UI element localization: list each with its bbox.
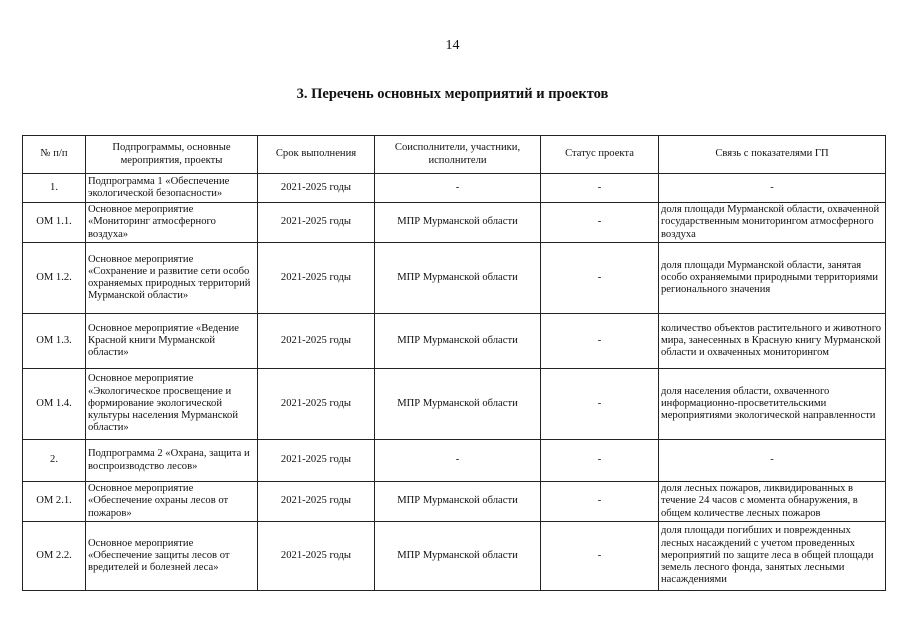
row-indicator-link: доля населения области, охваченного информационно-просветительскими мероприятиями экологической направленности	[659, 369, 886, 440]
row-term: 2021-2025 годы	[258, 174, 375, 203]
row-number: ОМ 1.2.	[23, 243, 86, 314]
header-term: Срок выполнения	[258, 136, 375, 174]
row-term: 2021-2025 годы	[258, 482, 375, 522]
table-row	[23, 314, 886, 369]
row-number: ОМ 1.3.	[23, 314, 86, 369]
row-executors: МПР Мурманской области	[375, 369, 541, 440]
row-number: 2.	[23, 440, 86, 482]
row-indicator-link: количество объектов растительного и животного мира, занесенных в Красную книгу Мурманской области и охваченных мониторингом	[659, 314, 886, 369]
table-header-row	[23, 136, 886, 174]
row-number: ОМ 1.4.	[23, 369, 86, 440]
row-term: 2021-2025 годы	[258, 314, 375, 369]
header-status: Статус проекта	[541, 136, 659, 174]
header-indicators: Связь с показателями ГП	[659, 136, 886, 174]
table-row	[23, 522, 886, 591]
row-executors: -	[375, 174, 541, 203]
header-number: № п/п	[23, 136, 86, 174]
page-title: 3. Перечень основных мероприятий и проектов	[296, 86, 609, 102]
page-number: 14	[445, 38, 460, 53]
table-row	[23, 174, 886, 203]
row-term: 2021-2025 годы	[258, 440, 375, 482]
row-executors: МПР Мурманской области	[375, 203, 541, 243]
row-name: Основное мероприятие «Экологическое просвещение и формирование экологической культуры населения Мурманской области»	[86, 369, 258, 440]
row-number: ОМ 2.2.	[23, 522, 86, 591]
row-name: Основное мероприятие «Обеспечение защиты лесов от вредителей и болезней леса»	[86, 522, 258, 591]
row-term: 2021-2025 годы	[258, 243, 375, 314]
row-executors: МПР Мурманской области	[375, 314, 541, 369]
row-status: -	[541, 243, 659, 314]
table-row	[23, 243, 886, 314]
header-executors: Соисполнители, участники, исполнители	[375, 136, 541, 174]
row-number: 1.	[23, 174, 86, 203]
row-indicator-link: доля площади Мурманской области, занятая особо охраняемыми природными территориями регионального значения	[659, 243, 886, 314]
row-status: -	[541, 440, 659, 482]
row-indicator-link: доля площади погибших и поврежденных лесных насаждений с учетом проведенных мероприятий по защите леса в общей площади земель лесного фонда, занятых лесными насаждениями	[659, 522, 886, 591]
row-name: Подпрограмма 2 «Охрана, защита и воспроизводство лесов»	[86, 440, 258, 482]
measures-table	[22, 135, 886, 591]
row-status: -	[541, 369, 659, 440]
row-name: Основное мероприятие «Сохранение и развитие сети особо охраняемых природных территорий Мурманской области»	[86, 243, 258, 314]
row-status: -	[541, 522, 659, 591]
row-indicator-link: -	[659, 174, 886, 203]
header-programs: Подпрограммы, основные мероприятия, проекты	[86, 136, 258, 174]
row-indicator-link: доля площади Мурманской области, охваченной государственным мониторингом атмосферного воздуха	[659, 203, 886, 243]
row-executors: МПР Мурманской области	[375, 482, 541, 522]
row-status: -	[541, 482, 659, 522]
row-status: -	[541, 203, 659, 243]
table-row	[23, 369, 886, 440]
row-term: 2021-2025 годы	[258, 203, 375, 243]
row-indicator-link: -	[659, 440, 886, 482]
row-name: Основное мероприятие «Мониторинг атмосферного воздуха»	[86, 203, 258, 243]
table-row	[23, 440, 886, 482]
row-executors: МПР Мурманской области	[375, 243, 541, 314]
row-status: -	[541, 314, 659, 369]
row-executors: МПР Мурманской области	[375, 522, 541, 591]
row-number: ОМ 1.1.	[23, 203, 86, 243]
row-indicator-link: доля лесных пожаров, ликвидированных в течение 24 часов с момента обнаружения, в общем количестве лесных пожаров	[659, 482, 886, 522]
table-row	[23, 482, 886, 522]
row-term: 2021-2025 годы	[258, 369, 375, 440]
row-name: Подпрограмма 1 «Обеспечение экологической безопасности»	[86, 174, 258, 203]
table-row	[23, 203, 886, 243]
row-name: Основное мероприятие «Ведение Красной книги Мурманской области»	[86, 314, 258, 369]
row-term: 2021-2025 годы	[258, 522, 375, 591]
row-number: ОМ 2.1.	[23, 482, 86, 522]
row-status: -	[541, 174, 659, 203]
row-name: Основное мероприятие «Обеспечение охраны лесов от пожаров»	[86, 482, 258, 522]
row-executors: -	[375, 440, 541, 482]
